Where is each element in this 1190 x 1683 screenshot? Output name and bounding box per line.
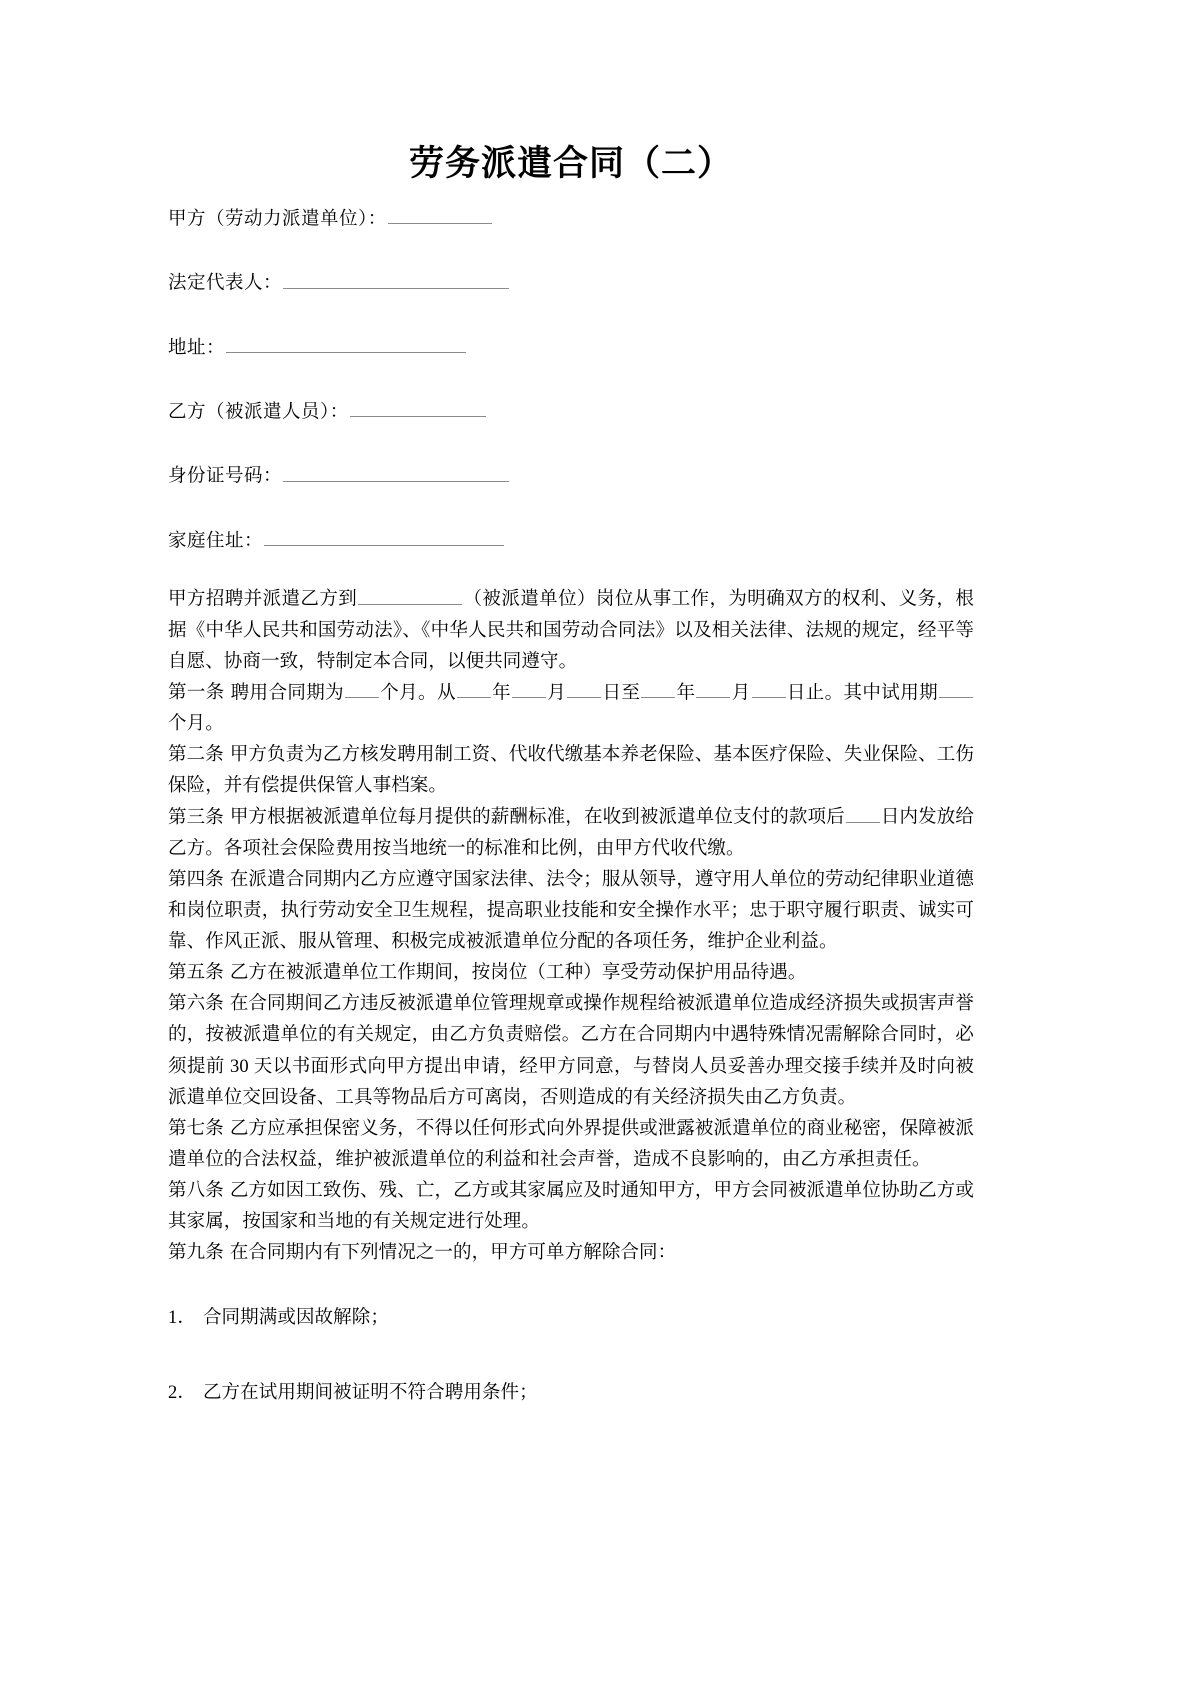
article-7 [168, 1114, 974, 1176]
article-blank[interactable] [846, 802, 880, 822]
article-number: 第二条 [168, 745, 224, 766]
article-seg: 年 [491, 683, 512, 704]
article-4 [168, 865, 974, 958]
preamble-text-before-blank: 甲方招聘并派遣乙方到 [168, 589, 358, 610]
article-text: 乙方在被派遣单位工作期间，按岗位（工种）享受劳动保护用品待遇。 [229, 963, 807, 984]
article-blank[interactable] [641, 678, 675, 698]
article-seg: 日至 [602, 683, 641, 704]
party-field-blank[interactable] [283, 268, 509, 288]
article-blank[interactable] [567, 678, 601, 698]
party-field-legal-representative [168, 268, 974, 296]
article-number: 第六条 [168, 994, 224, 1015]
article-blank[interactable] [939, 678, 973, 698]
termination-conditions-list [168, 1303, 974, 1409]
article-text: 甲方负责为乙方核发聘用制工资、代收代缴基本养老保险、基本医疗保险、失业保险、工伤保险，并有偿提供保管人事档案。 [168, 745, 974, 797]
article-number: 第四条 [168, 870, 224, 891]
preamble-text-after-blank: （被派遣单位）岗位从事工作，为明确双方的权利、义务，根据《中华人民共和国劳动法》、《中华人民共和国劳动合同法》以及相关法律、法规的规定，经平等自愿、协商一致，特制定本合同，以便共同遵守。 [168, 589, 974, 672]
article-1 [168, 678, 974, 741]
article-text: 在派遣合同期内乙方应遵守国家法律、法令；服从领导，遵守用人单位的劳动纪律职业道德和岗位职责，执行劳动安全卫生规程，提高职业技能和安全操作水平；忠于职守履行职责、诚实可靠、作风正派、服从管理、积极完成被派遣单位分配的各项任务，维护企业利益。 [168, 870, 974, 953]
party-field-id-number [168, 461, 974, 489]
article-number: 第九条 [168, 1243, 224, 1263]
list-item-text: 乙方在试用期间被证明不符合聘用条件； [202, 1383, 538, 1404]
article-text: 在合同期内有下列情况之一的，甲方可单方解除合同： [229, 1243, 677, 1263]
article-text: 在合同期间乙方违反被派遣单位管理规章或操作规程给被派遣单位造成经济损失或损害声誉的，按被派遣单位的有关规定，由乙方负责赔偿。乙方在合同期内中遇特殊情况需解除合同时，必须提前 30 天以书面形式向甲方提出申请，经甲方同意，与替岗人员妥善办理交接手续并及时向被派遣单位交回设备、工具等物品后方可离岗，否则造成的有关经济损失由乙方负责。 [168, 994, 974, 1108]
article-number: 第七条 [168, 1118, 224, 1139]
list-item-number: 1． [168, 1308, 196, 1329]
article-blank[interactable] [696, 678, 730, 698]
preamble-paragraph [168, 584, 974, 678]
party-field-label: 法定代表人： [168, 273, 283, 294]
document-content [168, 0, 974, 1453]
article-number: 第三条 [168, 807, 224, 828]
article-seg: 年 [676, 683, 696, 704]
party-field-label: 甲方（劳动力派遣单位）： [168, 209, 387, 230]
list-item [168, 1303, 974, 1334]
article-2 [168, 740, 974, 802]
article-5 [168, 958, 974, 989]
article-text: 乙方如因工致伤、残、亡，乙方或其家属应及时通知甲方，甲方会同被派遣单位协助乙方或其家属，按国家和当地的有关规定进行处理。 [168, 1180, 974, 1232]
preamble-blank[interactable] [358, 584, 462, 604]
article-seg: 甲方根据被派遣单位每月提供的薪酬标准，在收到被派遣单位支付的款项后 [229, 807, 845, 828]
party-field-blank[interactable] [350, 397, 486, 417]
article-seg: 聘用合同期为 [230, 683, 344, 704]
article-blank[interactable] [512, 678, 546, 698]
party-field-home-address [168, 526, 974, 554]
party-field-party-b [168, 397, 974, 425]
party-field-address [168, 333, 974, 361]
party-field-label: 地址： [168, 337, 226, 358]
page-title: 劳务派遣合同（二） [408, 144, 733, 183]
party-field-blank[interactable] [388, 204, 492, 224]
article-seg: 日内发放给乙方。各项社会保险费用按当地统一的标准和比例，由甲方代收代缴。 [168, 807, 974, 859]
party-field-blank[interactable] [226, 333, 466, 353]
party-fields-block [168, 204, 974, 554]
party-field-party-a [168, 204, 974, 232]
article-8 [168, 1176, 974, 1238]
list-item [168, 1378, 974, 1409]
article-blank[interactable] [457, 678, 491, 698]
article-seg: 月 [547, 683, 567, 704]
article-seg: 个月。 [168, 714, 224, 735]
article-seg: 日止。其中试用期 [786, 683, 938, 704]
party-field-label: 身份证号码： [168, 466, 283, 487]
article-number: 第一条 [168, 683, 225, 704]
article-9 [168, 1238, 974, 1269]
list-item-number: 2． [168, 1383, 196, 1404]
article-seg: 个月。从 [380, 683, 456, 704]
article-blank[interactable] [345, 678, 379, 698]
article-blank[interactable] [752, 678, 786, 698]
party-field-label: 家庭住址： [168, 531, 264, 552]
article-number: 第五条 [168, 963, 224, 984]
article-text: 乙方应承担保密义务，不得以任何形式向外界提供或泄露被派遣单位的商业秘密，保障被派遣单位的合法权益，维护被派遣单位的利益和社会声誉，造成不良影响的，由乙方承担责任。 [168, 1118, 974, 1170]
list-item-text: 合同期满或因故解除； [202, 1308, 389, 1329]
article-3 [168, 802, 974, 865]
article-6 [168, 989, 974, 1113]
party-field-label: 乙方（被派遣人员）： [168, 402, 349, 423]
contract-body [168, 584, 974, 1269]
party-field-blank[interactable] [264, 526, 504, 546]
article-seg: 月 [731, 683, 751, 704]
article-number: 第八条 [168, 1180, 224, 1201]
party-field-blank[interactable] [283, 461, 509, 481]
